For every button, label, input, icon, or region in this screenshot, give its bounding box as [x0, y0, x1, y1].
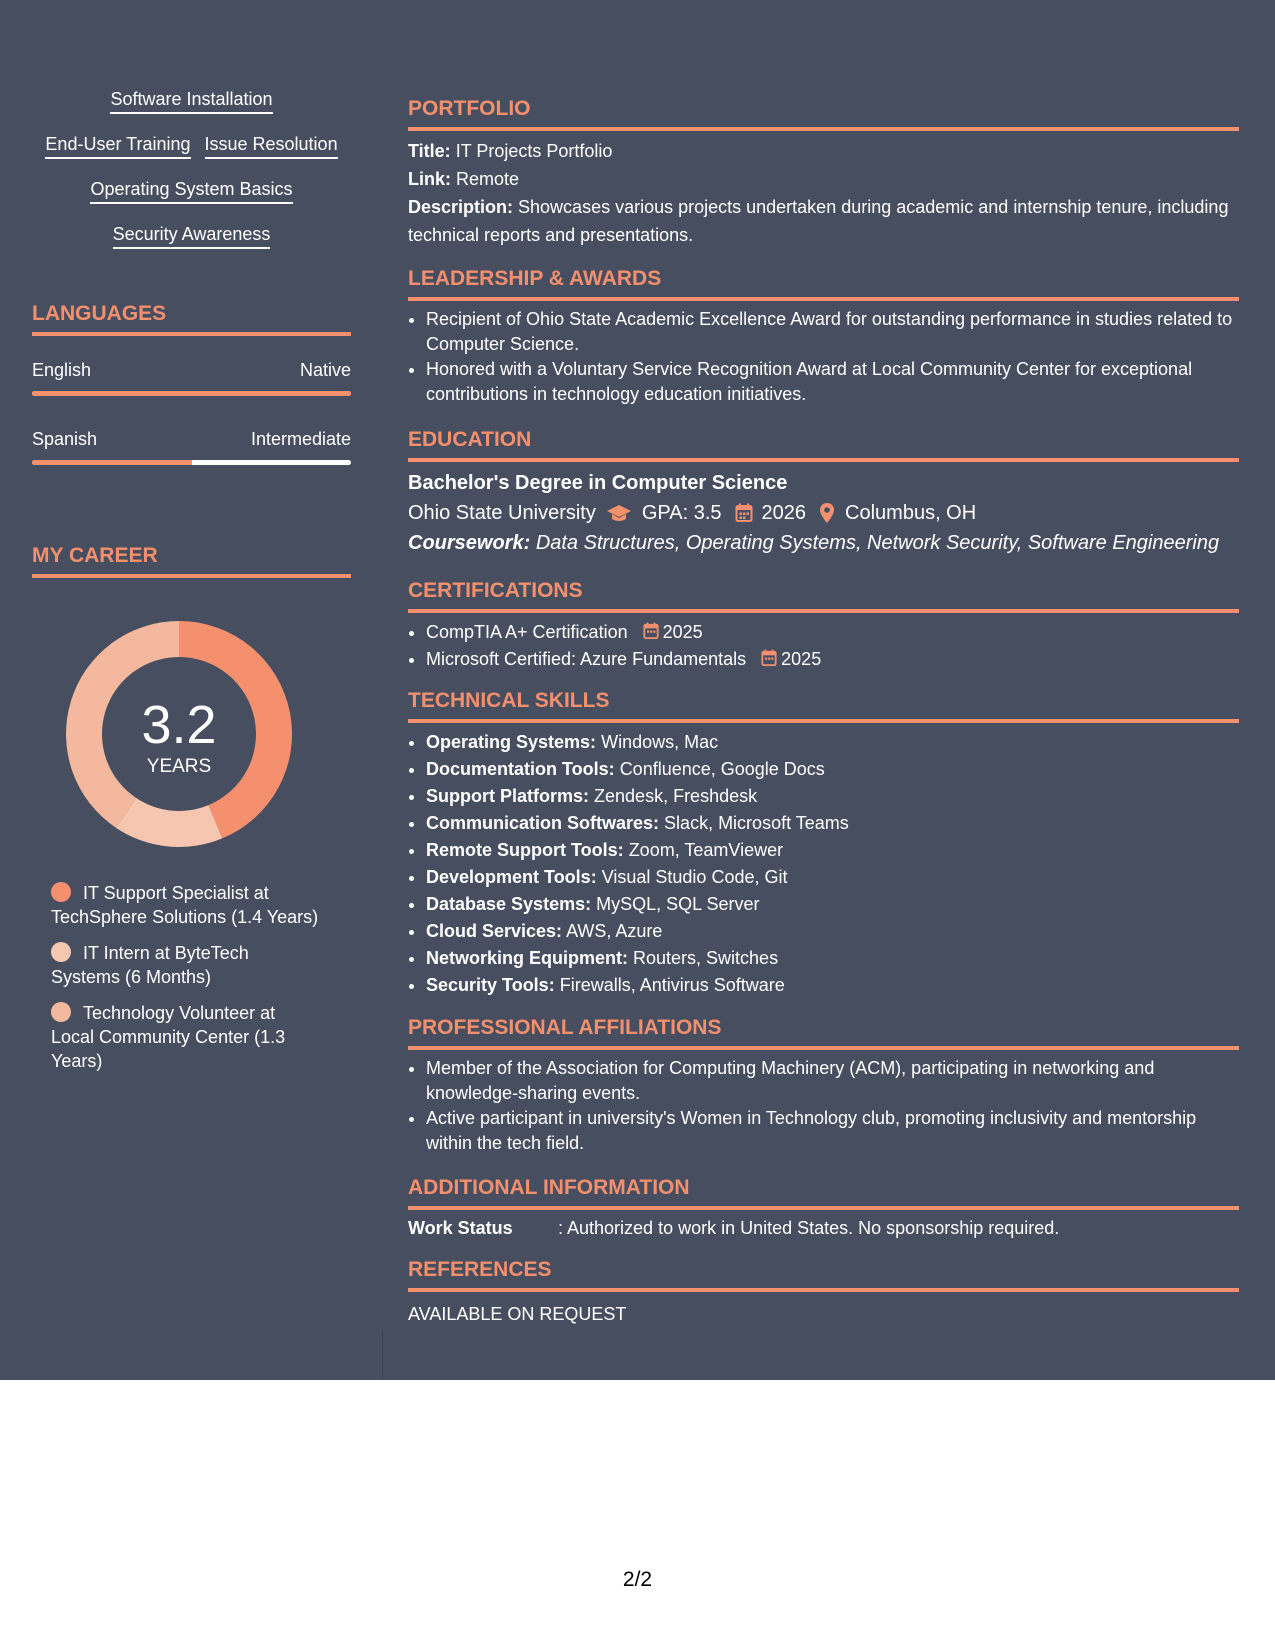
- section-rule: [408, 1206, 1239, 1210]
- education-section: [408, 427, 1239, 558]
- career-total-value: 3.2: [141, 695, 217, 755]
- cert-name: CompTIA A+ Certification: [426, 622, 628, 642]
- language-bar-fill: [32, 460, 192, 465]
- additional-info-section: [408, 1175, 1239, 1242]
- page-number: 2/2: [622, 1568, 653, 1591]
- list-item: [426, 646, 1239, 673]
- skill-tag: Security Awareness: [113, 223, 271, 249]
- cert-year: 2025: [662, 622, 703, 642]
- certifications-section: [408, 578, 1239, 673]
- section-rule: [32, 332, 351, 336]
- language-item: [32, 359, 351, 396]
- field-value: IT Projects Portfolio: [455, 141, 613, 161]
- section-title: LEADERSHIP & AWARDS: [408, 267, 662, 290]
- language-bar-fill: [32, 391, 351, 396]
- skill-tag: Operating System Basics: [90, 178, 292, 204]
- career-total-unit: YEARS: [146, 756, 212, 777]
- list-item: [426, 972, 1239, 999]
- cert-year: 2025: [781, 649, 822, 669]
- list-item: • Recipient of Ohio State Academic Excellence Award for outstanding performance in studies related to Computer Science.: [426, 307, 1239, 356]
- coursework-value: Data Structures, Operating Systems, Network Security, Software Engineering: [535, 532, 1220, 554]
- section-title: MY CAREER: [32, 544, 158, 567]
- left-column: [32, 0, 351, 1380]
- skill-label: Cloud Services:: [426, 921, 563, 941]
- legend-label: IT Intern at ByteTech Systems (6 Months): [51, 943, 249, 987]
- coursework-label: Coursework:: [408, 532, 531, 554]
- field-label: Title:: [408, 141, 451, 161]
- languages-header: [32, 301, 351, 336]
- list-item: [426, 918, 1239, 945]
- section-title: PORTFOLIO: [408, 97, 531, 120]
- list-item: [426, 756, 1239, 783]
- legend-dot: [51, 1002, 71, 1022]
- list-item: [426, 729, 1239, 756]
- language-item: [32, 428, 351, 465]
- language-bar: [32, 460, 351, 465]
- section-rule: [408, 609, 1239, 613]
- list-item: [426, 783, 1239, 810]
- portfolio-description: [408, 193, 1239, 249]
- list-item: • Active participant in university's Women in Technology club, promoting inclusivity and mentorship within the tech field.: [426, 1106, 1239, 1155]
- graduation-cap-icon: [606, 503, 632, 523]
- career-donut-chart: [66, 621, 292, 847]
- skill-tag: End-User Training: [45, 133, 190, 159]
- skill-value: Firewalls, Antivirus Software: [559, 975, 785, 995]
- skill-value: Windows, Mac: [601, 732, 719, 752]
- skill-label: Database Systems:: [426, 894, 592, 914]
- legend-dot: [51, 942, 71, 962]
- skill-tag-row: [32, 178, 351, 204]
- skill-value: Zoom, TeamViewer: [628, 840, 784, 860]
- skill-tag-row: [32, 223, 351, 249]
- section-rule: [408, 719, 1239, 723]
- skill-value: Confluence, Google Docs: [619, 759, 825, 779]
- field-label: Link:: [408, 169, 451, 189]
- section-title: CERTIFICATIONS: [408, 579, 583, 602]
- map-pin-icon: [819, 502, 835, 524]
- language-bar: [32, 391, 351, 396]
- school-name: Ohio State University: [408, 502, 596, 524]
- skill-label: Communication Softwares:: [426, 813, 660, 833]
- skill-tag-row: [32, 88, 351, 114]
- skill-label: Networking Equipment:: [426, 948, 628, 968]
- skill-value: Zendesk, Freshdesk: [594, 786, 758, 806]
- degree-title: Bachelor's Degree in Computer Science: [408, 472, 788, 494]
- graduation-year: 2026: [761, 502, 807, 524]
- calendar-icon: [761, 649, 777, 667]
- education-details: [408, 498, 1239, 528]
- field-label: Description:: [408, 197, 514, 217]
- list-item: • Member of the Association for Computing Machinery (ACM), participating in networking and knowledge-sharing events.: [426, 1056, 1239, 1105]
- section-title: TECHNICAL SKILLS: [408, 689, 610, 712]
- field-value: : Authorized to work in United States. No sponsorship required.: [558, 1218, 1060, 1238]
- skill-value: Routers, Switches: [633, 948, 779, 968]
- section-title: LANGUAGES: [32, 302, 167, 325]
- skill-tag: Software Installation: [110, 88, 272, 114]
- list-item: [426, 891, 1239, 918]
- list-item: [426, 810, 1239, 837]
- skill-label: Security Tools:: [426, 975, 555, 995]
- column-divider: [382, 1330, 383, 1378]
- career-legend-item: [51, 881, 321, 929]
- cert-name: Microsoft Certified: Azure Fundamentals: [426, 649, 747, 669]
- skill-label: Development Tools:: [426, 867, 597, 887]
- legend-label: IT Support Specialist at TechSphere Solutions (1.4 Years): [51, 883, 319, 927]
- legend-dot: [51, 882, 71, 902]
- career-header: [32, 543, 351, 578]
- work-status-line: [408, 1214, 1239, 1242]
- portfolio-section: [408, 96, 1239, 249]
- section-rule: [408, 1288, 1239, 1292]
- references-value: AVAILABLE ON REQUEST: [408, 1304, 627, 1324]
- career-legend-item: [51, 1001, 321, 1073]
- section-rule: [408, 297, 1239, 301]
- leadership-section: [408, 266, 1239, 406]
- section-title: PROFESSIONAL AFFILIATIONS: [408, 1016, 722, 1039]
- section-rule: [32, 574, 351, 578]
- education-location: Columbus, OH: [845, 502, 977, 524]
- field-value: Remote: [456, 169, 520, 189]
- language-level: Intermediate: [250, 429, 351, 449]
- language-level: Native: [299, 360, 351, 380]
- skill-label: Support Platforms:: [426, 786, 590, 806]
- field-label: Work Status: [408, 1218, 513, 1238]
- skill-value: AWS, Azure: [566, 921, 663, 941]
- skill-value: Visual Studio Code, Git: [601, 867, 788, 887]
- portfolio-title-line: [408, 137, 1239, 165]
- technical-skills-section: [408, 688, 1239, 999]
- portfolio-link-line: [408, 165, 1239, 193]
- section-title: REFERENCES: [408, 1258, 552, 1281]
- donut-segment-1: [116, 798, 222, 847]
- skill-value: MySQL, SQL Server: [596, 894, 760, 914]
- list-item: [426, 945, 1239, 972]
- list-item: • Honored with a Voluntary Service Recognition Award at Local Community Center for exceptional contributions in technology education initiatives.: [426, 357, 1239, 406]
- list-item: [426, 864, 1239, 891]
- section-rule: [408, 458, 1239, 462]
- skill-label: Remote Support Tools:: [426, 840, 624, 860]
- skill-tag: Issue Resolution: [205, 133, 338, 159]
- skill-tag-row: [32, 133, 351, 159]
- section-rule: [408, 1046, 1239, 1050]
- gpa: GPA: 3.5: [641, 502, 722, 524]
- coursework: [408, 528, 1239, 558]
- field-value: Showcases various projects undertaken during academic and internship tenure, including technical reports and presentations.: [408, 197, 1229, 245]
- legend-label: Technology Volunteer at Local Community Center (1.3 Years): [51, 1003, 286, 1071]
- calendar-icon: [643, 622, 659, 640]
- calendar-icon: [735, 503, 753, 523]
- list-item: [426, 837, 1239, 864]
- affiliations-section: [408, 1015, 1239, 1155]
- skill-label: Operating Systems:: [426, 732, 597, 752]
- language-name: Spanish: [32, 429, 98, 449]
- list-item: [426, 619, 1239, 646]
- language-name: English: [32, 360, 92, 380]
- section-title: EDUCATION: [408, 428, 532, 451]
- skill-value: Slack, Microsoft Teams: [664, 813, 849, 833]
- career-legend-item: [51, 941, 321, 989]
- references-section: [408, 1257, 1239, 1328]
- section-title: ADDITIONAL INFORMATION: [408, 1176, 690, 1199]
- section-rule: [408, 127, 1239, 131]
- skill-label: Documentation Tools:: [426, 759, 615, 779]
- career-legend: [51, 881, 321, 1085]
